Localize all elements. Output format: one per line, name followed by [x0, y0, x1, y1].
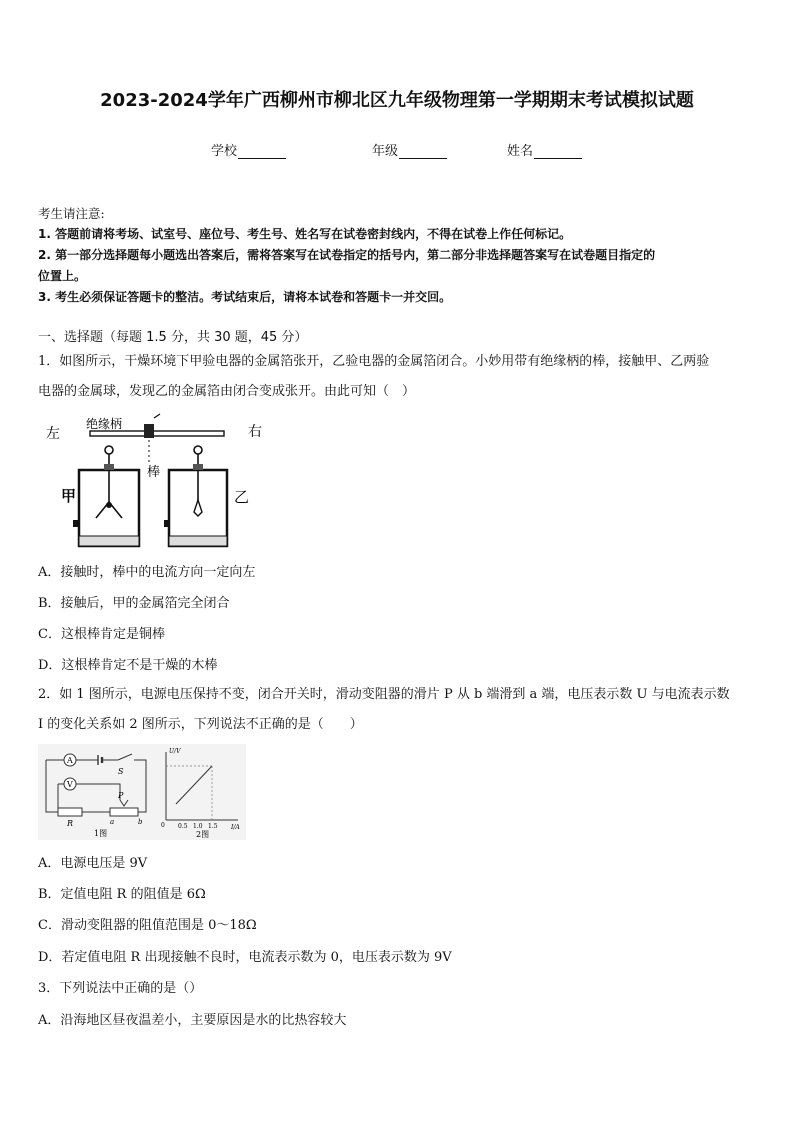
end-b-label: b [138, 818, 143, 826]
q2-option-d: D．若定值电阻 R 出现接触不良时，电流表示数为 0，电压表示数为 9V [38, 950, 452, 965]
name-field [507, 140, 582, 159]
handle-label: 绝缘柄 [86, 417, 123, 431]
circuit-figure [38, 744, 246, 840]
notes-header: 考生请注意: [38, 206, 105, 221]
electroscope-figure [38, 410, 278, 552]
note-item: 1. 答题前请将考场、试室号、座位号、考生号、姓名写在试卷密封线内，不得在试卷上作任何标记。 [38, 227, 572, 241]
q1-option-a: A．接触时，棒中的电流方向一定向左 [38, 565, 256, 580]
jia-label: 甲 [61, 487, 77, 505]
school-field [211, 140, 286, 159]
note-item: 2. 第一部分选择题每小题选出答案后，需将答案写在试卷指定的括号内，第二部分非选择题答案写在试卷题目指定的 [38, 248, 656, 262]
graph-origin: 0 [161, 822, 165, 829]
slider-label: P [118, 791, 124, 800]
question-1-line-2: 电器的金属球，发现乙的金属箔由闭合变成张开。由此可知（ ） [38, 384, 416, 399]
rod-handle [144, 424, 154, 438]
question-2-line-1: 2．如 1 图所示，电源电压保持不变，闭合开关时，滑动变阻器的滑片 P 从 b 端滑到 a 端，电压表示数 U 与电流表示数 [38, 687, 730, 702]
ammeter-label: A [67, 756, 73, 765]
note-item: 3. 考生必须保证答题卡的整洁。考试结束后，请将本试卷和答题卡一并交回。 [38, 290, 452, 304]
voltmeter-label: V [67, 780, 73, 789]
end-a-label: a [110, 818, 115, 826]
rod-label: 棒 [147, 465, 161, 480]
q3-option-a: A．沿海地区昼夜温差小，主要原因是水的比热容较大 [38, 1013, 347, 1028]
name-label: 姓名 [507, 144, 534, 159]
graph-x-label: I/A [231, 824, 240, 831]
grade-field [372, 140, 447, 159]
q1-option-b: B．接触后，甲的金属箔完全闭合 [38, 596, 230, 611]
metal-ball-jia [105, 446, 113, 454]
grade-label: 年级 [372, 144, 399, 159]
grade-blank [399, 146, 447, 159]
graph-x-tick: 1.5 [208, 823, 218, 830]
question-1-line-1: 1．如图所示，干燥环境下甲验电器的金属箔张开，乙验电器的金属箔闭合。小妙用带有绝缘柄的棒，接触甲、乙两验 [38, 354, 710, 369]
q1-option-d: D．这根棒肯定不是干燥的木棒 [38, 658, 218, 673]
note-item: 位置上。 [38, 269, 87, 283]
rheostat [110, 808, 138, 816]
figure-1-caption: 1图 [94, 829, 108, 838]
resistor-r [58, 808, 82, 816]
section-title: 一、选择题（每题 1.5 分，共 30 题，45 分） [38, 330, 308, 345]
rod [90, 431, 224, 436]
exam-notes [38, 203, 758, 308]
yi-label: 乙 [234, 488, 250, 506]
q1-option-c: C．这根棒肯定是铜棒 [38, 627, 165, 642]
switch-label: S [118, 767, 124, 776]
question-3-line-1: 3．下列说法中正确的是（） [38, 981, 203, 996]
school-blank [238, 146, 286, 159]
name-blank [534, 146, 582, 159]
graph-x-tick: 1.0 [193, 823, 203, 830]
resistor-label: R [67, 819, 74, 828]
graph-y-label: U/V [169, 748, 181, 755]
page-title: 2023-2024学年广西柳州市柳北区九年级物理第一学期期末考试模拟试题 [100, 90, 694, 111]
school-label: 学校 [211, 144, 238, 159]
question-1 [38, 347, 760, 407]
metal-ball-yi [194, 446, 202, 454]
q2-option-a: A．电源电压是 9V [38, 856, 148, 871]
question-2 [38, 680, 760, 740]
q2-option-c: C．滑动变阻器的阻值范围是 0～18Ω [38, 918, 257, 933]
question-2-line-2: I 的变化关系如 2 图所示，下列说法不正确的是（ ） [38, 717, 363, 732]
graph-x-tick: 0.5 [178, 823, 188, 830]
right-label: 右 [248, 424, 262, 440]
q2-option-b: B．定值电阻 R 的阻值是 6Ω [38, 887, 206, 902]
figure-2-caption: 2图 [196, 830, 210, 839]
left-label: 左 [46, 426, 60, 442]
